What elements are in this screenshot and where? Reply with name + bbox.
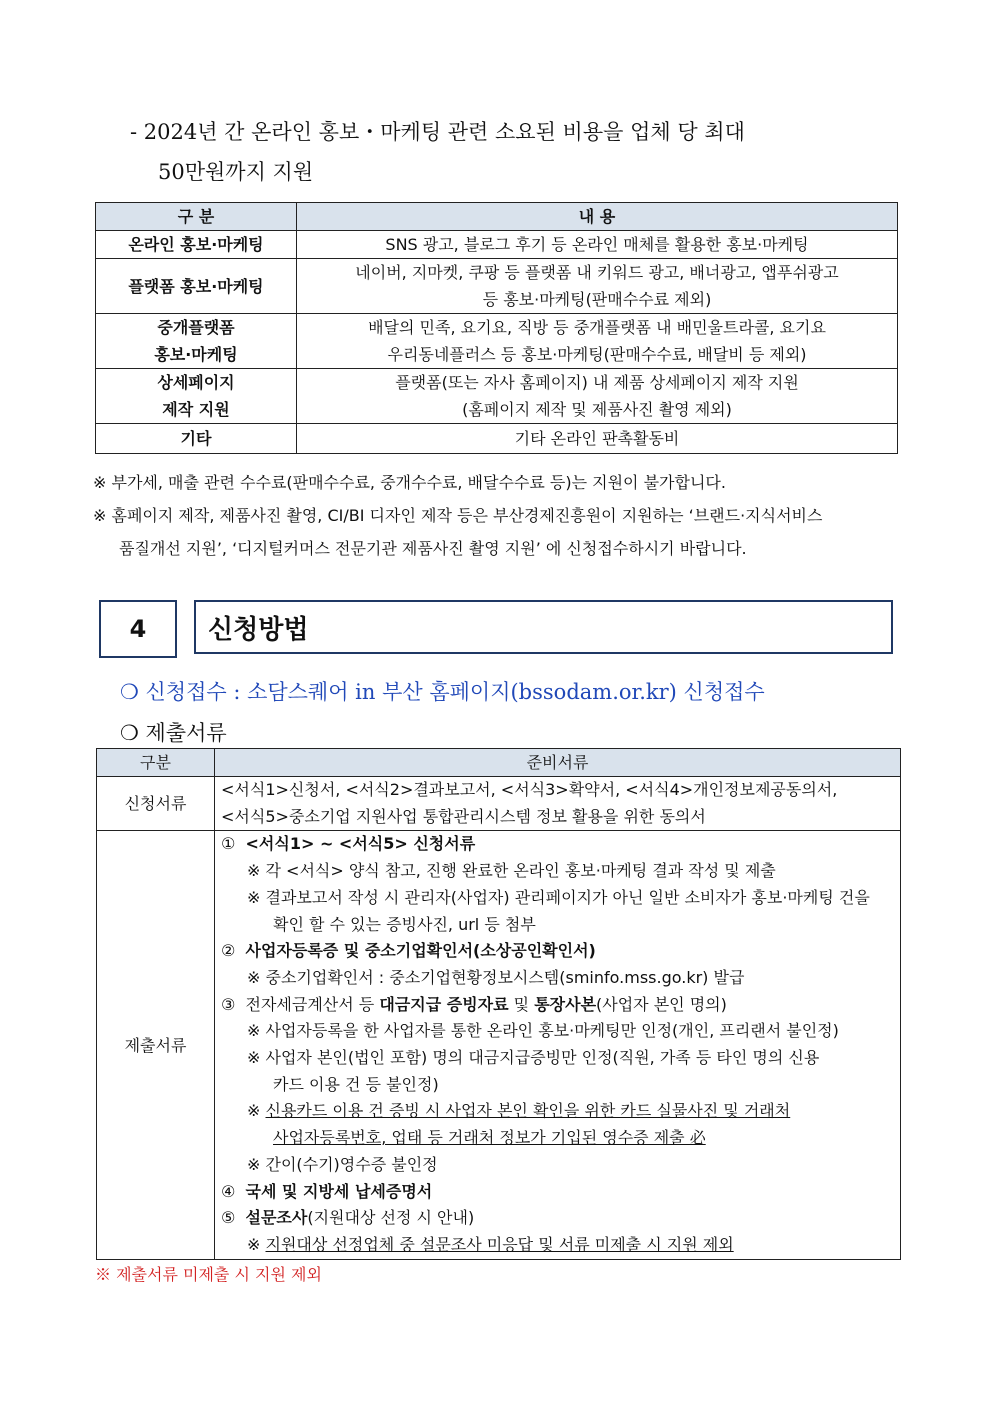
- row-key: 중개플랫폼 홍보·마케팅: [96, 314, 297, 369]
- row-value: 플랫폼(또는 자사 홈페이지) 내 제품 상세페이지 제작 지원 (홈페이지 제작 및 제품사진 촬영 제외): [297, 369, 898, 424]
- note-2b: 품질개선 지원’, ‘디지털커머스 전문기관 제품사진 촬영 지원’ 에 신청접수하시기 바랍니다.: [119, 539, 747, 558]
- item-5: ⑤ 설문조사(지원대상 선정 시 안내): [221, 1208, 475, 1228]
- item-1-sub-2a: ※ 결과보고서 작성 시 관리자(사업자) 관리페이지가 아닌 일반 소비자가 홍보·마케팅 건을: [247, 887, 870, 907]
- documents-heading: ❍ 제출서류: [120, 721, 227, 745]
- row-value: [215, 777, 901, 831]
- row-key: 신청서류: [97, 777, 215, 831]
- item-4: ④ 국세 및 지방세 납세증명서: [221, 1181, 433, 1201]
- header-category: 구분: [97, 749, 215, 777]
- section-number: 4: [99, 600, 177, 658]
- item-3-sub-4: ※ 간이(수기)영수증 불인정: [247, 1154, 438, 1174]
- note-1: ※ 부가세, 매출 관련 수수료(판매수수료, 중개수수료, 배달수수료 등)는 지원이 불가합니다.: [93, 473, 726, 492]
- apply-method-line: ❍ 신청접수 : 소담스퀘어 in 부산 홈페이지(bssodam.or.kr) 신청접수: [120, 680, 765, 704]
- row-line: <서식1>신청서, <서식2>결과보고서, <서식3>확약서, <서식4>개인정보제공동의서,: [221, 780, 838, 799]
- row-key: 플랫폼 홍보·마케팅: [96, 259, 297, 314]
- item-2: ② 사업자등록증 및 중소기업확인서(소상공인확인서): [221, 941, 596, 961]
- support-items-table: [95, 202, 898, 454]
- row-value: 배달의 민족, 요기요, 직방 등 중개플랫폼 내 배민울트라콜, 요기요 우리동네플러스 등 홍보·마케팅(판매수수료, 배달비 등 제외): [297, 314, 898, 369]
- notes-block: [93, 466, 898, 565]
- row-key: 제출서류: [97, 831, 215, 1259]
- item-1-sub-1: ※ 각 <서식> 양식 참고, 진행 완료한 온라인 홍보·마케팅 결과 작성 및 제출: [247, 861, 776, 881]
- table-header-row: [96, 203, 898, 231]
- note-2a: ※ 홈페이지 제작, 제품사진 촬영, CI/BI 디자인 제작 등은 부산경제진흥원이 지원하는 ‘브랜드·지식서비스: [93, 506, 823, 525]
- section-title: 신청방법: [194, 600, 893, 654]
- row-key: 온라인 홍보·마케팅: [96, 231, 297, 259]
- intro-block: [130, 112, 900, 192]
- row-key: 기타: [96, 424, 297, 454]
- row-line: <서식5>중소기업 지원사업 통합관리시스템 정보 활용을 위한 동의서: [221, 806, 706, 826]
- row-value: [215, 831, 901, 1259]
- header-content: 내 용: [297, 203, 898, 231]
- intro-line-1: - 2024년 간 온라인 홍보・마케팅 관련 소요된 비용을 업체 당 최대: [130, 120, 745, 144]
- row-key: 상세페이지 제작 지원: [96, 369, 297, 424]
- row-value: 기타 온라인 판촉활동비: [297, 424, 898, 454]
- table-row: [96, 424, 898, 454]
- table-row: [97, 777, 901, 831]
- item-3-sub-3b: 사업자등록번호, 업태 등 거래처 정보가 기입된 영수증 제출 必: [273, 1128, 706, 1148]
- header-category: 구 분: [96, 203, 297, 231]
- table-row: [96, 369, 898, 424]
- item-3-sub-3a: ※ 신용카드 이용 건 증빙 시 사업자 본인 확인을 위한 카드 실물사진 및 거래처: [247, 1101, 791, 1121]
- item-5-sub-1: ※ 지원대상 선정업체 중 설문조사 미응답 및 서류 미제출 시 지원 제외: [247, 1234, 734, 1254]
- footer-note: ※ 제출서류 미제출 시 지원 제외: [95, 1265, 322, 1284]
- item-2-sub-1: ※ 중소기업확인서 : 중소기업현황정보시스템(sminfo.mss.go.kr) 발급: [247, 967, 745, 987]
- item-3-sub-2b: 카드 이용 건 등 불인정): [273, 1074, 439, 1094]
- table-row: [97, 831, 901, 1259]
- table-row: [96, 259, 898, 314]
- table-row: [96, 314, 898, 369]
- header-documents: 준비서류: [215, 749, 901, 777]
- table-row: [96, 231, 898, 259]
- documents-table: [96, 748, 901, 1260]
- row-value: SNS 광고, 블로그 후기 등 온라인 매체를 활용한 홍보·마케팅: [297, 231, 898, 259]
- item-3-sub-1: ※ 사업자등록을 한 사업자를 통한 온라인 홍보·마케팅만 인정(개인, 프리랜서 불인정): [247, 1021, 839, 1041]
- item-1: ① <서식1> ~ <서식5> 신청서류: [221, 834, 476, 854]
- intro-line-2: 50만원까지 지원: [158, 160, 314, 184]
- item-3-sub-2a: ※ 사업자 본인(법인 포함) 명의 대금지급증빙만 인정(직원, 가족 등 타인 명의 신용: [247, 1048, 820, 1068]
- item-3: ③ 전자세금계산서 등 대금지급 증빙자료 및 통장사본(사업자 본인 명의): [221, 994, 727, 1014]
- item-1-sub-2b: 확인 할 수 있는 증빙사진, url 등 첨부: [273, 914, 536, 934]
- row-value: 네이버, 지마켓, 쿠팡 등 플랫폼 내 키워드 광고, 배너광고, 앱푸쉬광고 등 홍보·마케팅(판매수수료 제외): [297, 259, 898, 314]
- table-header-row: [97, 749, 901, 777]
